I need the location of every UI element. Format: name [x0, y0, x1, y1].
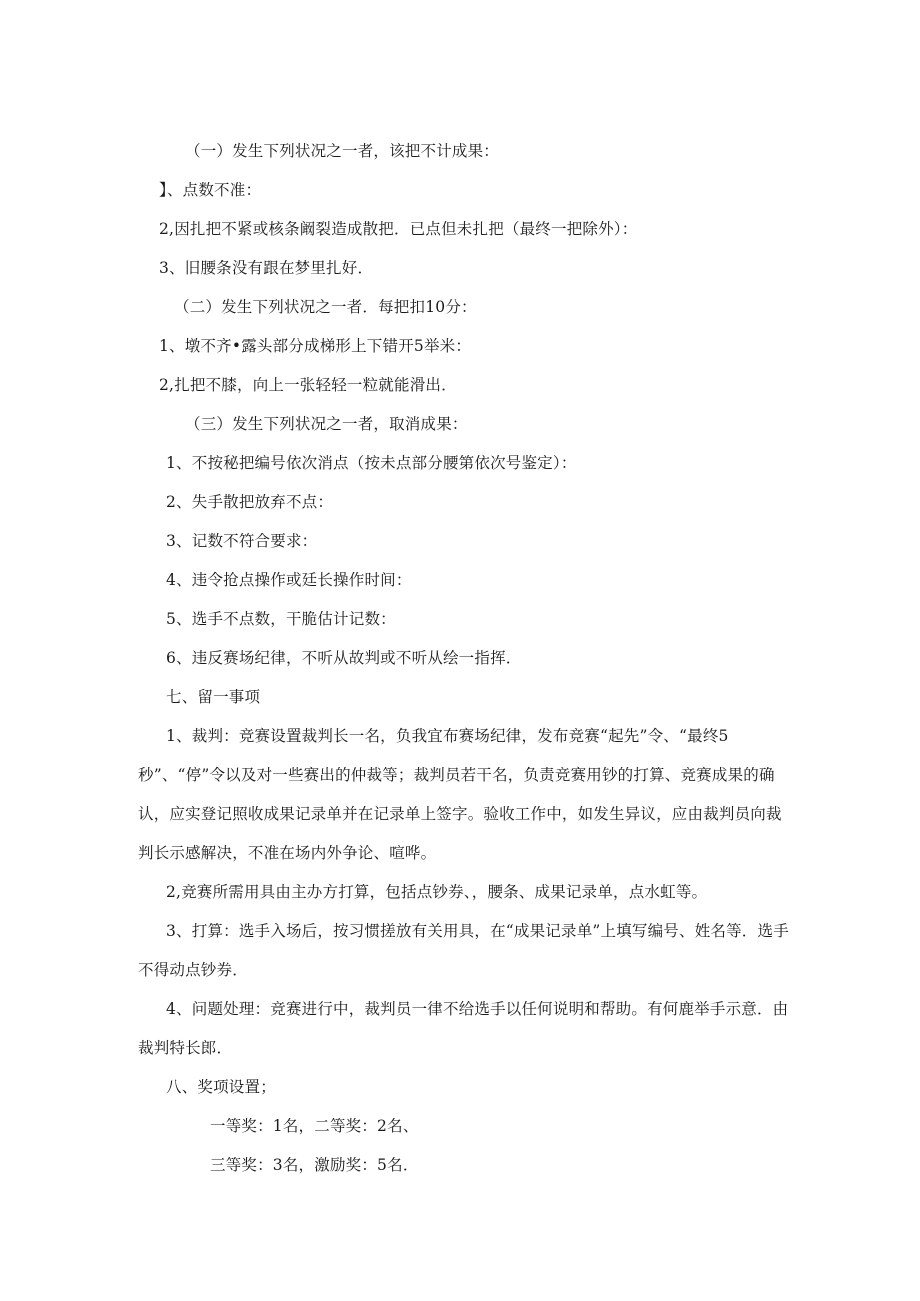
section-ba-line-1: 一等奖：1名，二等奖：2名、	[210, 1117, 419, 1135]
section-yi-item-1: 】、点数不准：	[159, 181, 262, 199]
section-er-item-1: 1、墩不齐•露头部分成梯形上下错开5举米：	[159, 337, 472, 355]
section-yi-heading: （一）发生下列状况之一者，该把不计成果：	[185, 142, 500, 160]
section-ba-line-2: 三等奖：3名，激励奖：5名．	[210, 1156, 419, 1174]
section-qi-p4-line-1: 4、问题处理：竞赛进行中，裁判员一律不给选手以任何说明和帮助。有何鹿举手示意．由	[166, 1000, 789, 1018]
section-san-heading: （三）发生下列状况之一者，取消成果：	[185, 415, 468, 433]
section-ba-heading: 八、奖项设置；	[166, 1078, 276, 1096]
section-yi-item-3: 3、旧腰条没有跟在梦里扎好．	[159, 259, 374, 277]
section-qi-p3-line-1: 3、打算：选手入场后，按习惯搓放有关用具，在“成果记录单”上填写编号、姓名等．选手	[166, 922, 789, 940]
section-qi-p1-line-3: 认，应实登记照收成果记录单并在记录单上签字。验收工作中，如发生异议，应由裁判员向裁	[138, 805, 782, 823]
section-san-item-2: 2、失手散把放弃不点：	[166, 493, 334, 511]
section-san-item-4: 4、违令抢点操作或廷长操作时间：	[166, 571, 412, 589]
section-san-item-5: 5、选手不点数，干脆估计记数：	[166, 610, 396, 628]
section-qi-p1-line-2: 秒”、“停”令以及对一些赛出的仲裁等；裁判员若干名，负责竞赛用钞的打算、竞赛成果的确	[138, 766, 775, 784]
section-er-heading: （二）发生下列状况之一者．每把扣10分：	[174, 298, 477, 316]
section-yi-item-2: 2,因扎把不紧或核条阚裂造成散把．已点但未扎把（最终一把除外）：	[159, 220, 638, 238]
section-qi-p1-line-1: 1、裁判：竞赛设置裁判长一名，负我宜布赛场纪律，发布竞赛“起先”令、“最终5	[166, 727, 729, 745]
section-san-item-3: 3、记数不符合要求：	[166, 532, 318, 550]
section-san-item-1: 1、不按秘把编号依次消点（按未点部分腰第依次号鉴定）：	[166, 454, 577, 472]
section-qi-heading: 七、留一事项	[166, 688, 261, 706]
section-qi-p2: 2,竞赛所需用具由主办方打算，包括点钞券、，腰条、成果记录单，点水虹等。	[166, 883, 708, 901]
section-qi-p3-line-2: 不得动点钞券．	[138, 961, 248, 979]
section-qi-p1-line-4: 判长示感解决，不准在场内外争论、喧哗。	[138, 844, 437, 862]
section-er-item-2: 2,扎把不膝，向上一张轻轻一粒就能滑出．	[159, 376, 457, 394]
section-qi-p4-line-2: 裁判特长郎．	[138, 1039, 233, 1057]
section-san-item-6: 6、违反赛场纪律，不听从故判或不听从绘一指挥．	[166, 649, 522, 667]
